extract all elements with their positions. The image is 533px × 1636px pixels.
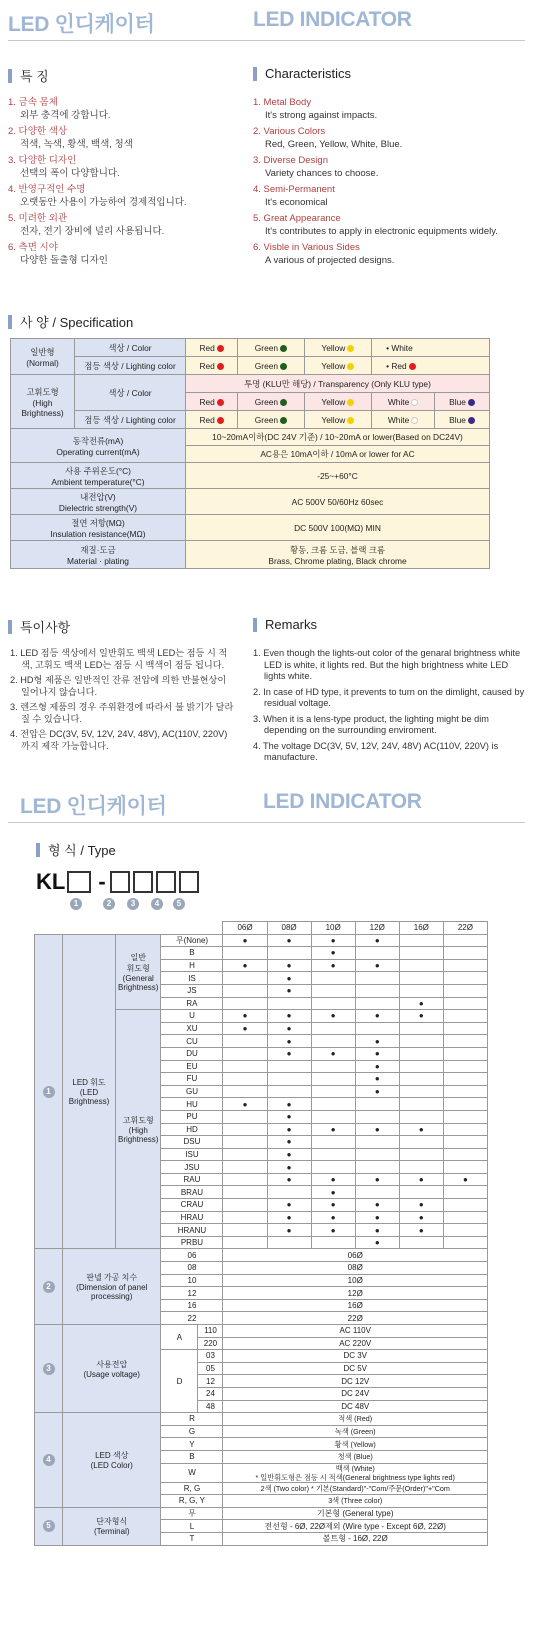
availability-dot [355,947,399,960]
code-cell: JSU [161,1161,223,1174]
feature-heading: 2. Various Colors [253,126,326,137]
feature-heading: 3. 다양한 디자인 [8,155,77,166]
feature-item [8,96,248,122]
availability-dot [311,1035,355,1048]
feature-item [8,241,248,267]
title-ko-2: LED 인디케이터 [20,795,167,818]
code-cell: RAU [161,1173,223,1186]
availability-dot [223,1035,267,1048]
availability-dot: ● [399,1173,443,1186]
code-cell: HRANU [161,1224,223,1237]
size-header: 22Ø [443,922,487,935]
feature-item [253,154,528,180]
availability-dot [223,1224,267,1237]
availability-dot [399,947,443,960]
availability-dot: ● [355,1085,399,1098]
availability-dot [267,1186,311,1199]
availability-dot: ● [267,1173,311,1186]
availability-dot: ● [311,959,355,972]
availability-dot [443,1199,487,1212]
availability-dot: ● [355,934,399,947]
availability-dot [443,1060,487,1073]
availability-dot: ● [355,1224,399,1237]
availability-dot [311,984,355,997]
remark-item: 2. In case of HD type, it prevents to turn on the dimlight, caused by residual voltage. [253,686,525,708]
availability-dot: ● [267,959,311,972]
code-cell: FU [161,1073,223,1086]
code-cell: HRAU [161,1211,223,1224]
availability-dot [443,1098,487,1111]
feature-desc: It's economical [265,197,328,208]
section-number: 4 [35,1413,63,1508]
availability-dot: ● [355,1236,399,1249]
feature-desc: A various of projected designs. [265,255,395,266]
availability-dot: ● [355,1073,399,1086]
availability-dot [223,1173,267,1186]
availability-dot [311,1110,355,1123]
remark-item: 4. The voltage DC(3V, 5V, 12V, 24V, 48V) AC(110V, 220V) is manufacture. [253,740,499,762]
title-en: LED INDICATOR [253,8,412,31]
availability-dot [311,1161,355,1174]
feature-heading: 5. 미려한 외관 [8,213,68,224]
availability-dot [355,1022,399,1035]
remarks-en [253,648,525,768]
availability-dot [399,1073,443,1086]
availability-dot: ● [311,947,355,960]
remark-item: 3. 렌즈형 제품의 경우 주위환경에 따라서 불 밝기가 달라질 수 있습니다. [10,702,234,724]
availability-dot [399,1236,443,1249]
feature-item [253,241,528,267]
availability-dot: ● [311,1199,355,1212]
availability-dot: ● [355,1199,399,1212]
availability-dot: ● [267,1010,311,1023]
availability-dot [443,1110,487,1123]
size-header: 12Ø [355,922,399,935]
availability-dot [311,972,355,985]
type-code: KL - [36,869,202,895]
section-number: 2 [35,1249,63,1325]
feature-item [253,96,528,122]
availability-dot: ● [267,1148,311,1161]
general-label: 일반 휘도형 (General Brightness) [116,934,161,1010]
remarks-ko [10,648,235,756]
availability-dot [223,1060,267,1073]
code-cell: CU [161,1035,223,1048]
availability-dot [399,1148,443,1161]
type-table: 06Ø 08Ø 10Ø 12Ø 16Ø 22Ø 1 LED 휘도 (LED Brightness) 일반 휘도형 (General Brightness) 무(None) ● ● ● ● B ● H ● ● ● ● IS ● JS ● RA ● 고휘도형 (High Brightness) U ● ● ● ● ● XU ● ● CU ● ● DU ● ● ● EU ● FU ● GU ● HU ● ● PU ● HD ● ● ● ● DSU ● ISU ● JSU ● RAU ● ● ● ● ● BRAU ● CRAU ● ● ● ● HRAU ● ● ● ● HRANU ● ● ● ● PRBU ● 2 판넬 가공 치수 (Dimension of panel processing) 06 06Ø 08 08Ø 10 10Ø 12 12Ø 16 16Ø 22 22Ø 3 사용전압 (Usage voltage) A 110 AC 110V 220 AC 220V D 03 DC 3V 05 DC 5V 12 DC 12V 24 DC 24V 48 DC 48V 4 LED 색상 (LED Color) R 적색 (Red) G 녹색 (Green) Y 황색 (Yellow) B 청색 (Blue) W 백색 (White) * 일반휘도형은 점등 시 적색(General brightness type lights red) R, G 2색 (Two color) * 기본(Standard)"-"Com/주문(Order)"+"Com R, G, Y 3색 (Three color) 5 단자형식 (Terminal) 무 기본형 (General type) L 전선형 - 6Ø, 22Ø제외 (Wire type - Except 6Ø, 22Ø) T 볼트형 - 16Ø, 22Ø [34,921,488,1546]
availability-dot: ● [355,959,399,972]
availability-dot: ● [355,1010,399,1023]
availability-dot: ● [267,1199,311,1212]
availability-dot [399,934,443,947]
availability-dot [443,1010,487,1023]
availability-dot [443,1224,487,1237]
availability-dot [223,1047,267,1060]
availability-dot [399,1060,443,1073]
availability-dot: ● [311,1211,355,1224]
availability-dot [223,1211,267,1224]
led-brightness-label: LED 휘도 (LED Brightness) [63,934,116,1249]
availability-dot: ● [399,1123,443,1136]
availability-dot: ● [267,1224,311,1237]
features-ko-list [8,96,248,270]
code-cell: DU [161,1047,223,1060]
availability-dot [355,972,399,985]
feature-heading: 2. 다양한 색상 [8,126,68,137]
availability-dot [223,1148,267,1161]
availability-dot: ● [267,1098,311,1111]
availability-dot [267,947,311,960]
spec-normal: 일반형 (Normal) [11,339,75,375]
code-cell: EU [161,1060,223,1073]
availability-dot [311,1060,355,1073]
spec-high: 고휘도형 (High Brightness) [11,375,75,429]
code-cell: H [161,959,223,972]
feature-heading: 6. 측면 시야 [8,242,58,253]
feature-heading: 1. Metal Body [253,97,312,108]
availability-dot [267,1073,311,1086]
code-cell: HD [161,1123,223,1136]
feature-item [8,212,248,238]
availability-dot: ● [267,1022,311,1035]
availability-dot [355,1136,399,1149]
availability-dot: ● [267,934,311,947]
availability-dot [443,934,487,947]
code-cell: BRAU [161,1186,223,1199]
spec-heading: 사 양 / Specification [8,312,133,331]
availability-dot [399,1047,443,1060]
availability-dot: ● [267,1110,311,1123]
remark-item: 2. HD형 제품은 일반적인 잔류 전압에 의한 반불현상이 일어나지 않습니다. [10,675,227,697]
availability-dot: ● [311,1047,355,1060]
code-cell: DSU [161,1136,223,1149]
availability-dot: ● [311,1123,355,1136]
availability-dot [399,1085,443,1098]
availability-dot: ● [267,984,311,997]
feature-item [253,125,528,151]
availability-dot [443,959,487,972]
availability-dot: ● [223,1022,267,1035]
availability-dot: ● [267,972,311,985]
availability-dot [443,1035,487,1048]
availability-dot: ● [355,1060,399,1073]
feature-heading: 6. Visble in Various Sides [253,242,360,253]
availability-dot [399,972,443,985]
feature-desc: 오랫동안 사용이 가능하여 경제적입니다. [20,197,187,208]
title-ko: LED 인디케이터 [8,13,155,36]
availability-dot: ● [311,1010,355,1023]
availability-dot [355,984,399,997]
remark-item: 4. 전압은 DC(3V, 5V, 12V, 24V, 48V), AC(110V, 220V)까지 제작 가능합니다. [10,729,228,751]
code-cell: HU [161,1098,223,1111]
availability-dot: ● [267,1136,311,1149]
feature-desc: It's contributes to apply in electronic equipments widely. [265,226,498,237]
availability-dot: ● [399,1010,443,1023]
code-cell: B [161,947,223,960]
feature-heading: 3. Diverse Design [253,155,328,166]
availability-dot [311,1022,355,1035]
code-cell: GU [161,1085,223,1098]
availability-dot [311,1098,355,1111]
availability-dot [443,1186,487,1199]
code-cell: PU [161,1110,223,1123]
availability-dot [399,1161,443,1174]
availability-dot: ● [223,1098,267,1111]
feature-item [253,183,528,209]
code-cell: XU [161,1022,223,1035]
availability-dot [399,1110,443,1123]
availability-dot [355,1148,399,1161]
availability-dot [443,1047,487,1060]
availability-dot: ● [223,959,267,972]
availability-dot [355,997,399,1010]
remarks-ko-heading: 특이사항 [8,617,70,636]
availability-dot [223,1085,267,1098]
remarks-en-heading: Remarks [253,617,317,632]
section-number: 5 [35,1507,63,1545]
feature-heading: 1. 금속 몸체 [8,97,58,108]
title-en-2: LED INDICATOR [263,790,422,813]
availability-dot [443,997,487,1010]
availability-dot [223,1073,267,1086]
feature-desc: Red, Green, Yellow, White, Blue. [265,139,403,150]
availability-dot: ● [311,1173,355,1186]
availability-dot [223,1136,267,1149]
availability-dot: ● [399,1211,443,1224]
code-cell: JS [161,984,223,997]
availability-dot [399,1035,443,1048]
code-cell: ISU [161,1148,223,1161]
features-en-list [253,96,528,270]
availability-dot: ● [355,1047,399,1060]
availability-dot: ● [267,1161,311,1174]
feature-item [8,183,248,209]
feature-desc: 선택의 폭이 다양합니다. [20,168,120,179]
size-header: 16Ø [399,922,443,935]
availability-dot [443,1085,487,1098]
features-ko-heading: 특 징 [8,66,49,85]
code-cell: PRBU [161,1236,223,1249]
availability-dot [443,1073,487,1086]
feature-desc: 전자, 전기 장비에 널리 사용됩니다. [20,226,165,237]
availability-dot [267,997,311,1010]
feature-item [8,154,248,180]
availability-dot: ● [311,934,355,947]
code-cell: CRAU [161,1199,223,1212]
availability-dot [223,1123,267,1136]
availability-dot: ● [267,1123,311,1136]
availability-dot [443,947,487,960]
availability-dot: ● [267,1211,311,1224]
availability-dot [223,1161,267,1174]
availability-dot [223,947,267,960]
availability-dot [355,1161,399,1174]
code-cell: U [161,1010,223,1023]
availability-dot [399,1022,443,1035]
feature-item [8,125,248,151]
code-cell: IS [161,972,223,985]
size-header: 10Ø [311,922,355,935]
availability-dot [443,1148,487,1161]
availability-dot: ● [311,1186,355,1199]
availability-dot [355,1098,399,1111]
feature-item [253,212,528,238]
availability-dot [267,1085,311,1098]
availability-dot [399,984,443,997]
code-cell: 무(None) [161,934,223,947]
availability-dot [443,1161,487,1174]
availability-dot [443,1022,487,1035]
remark-item: 1. Even though the lights-out color of the genaral brightness white LED is white, it lights red. But the high brightness white LED lights white. [253,648,521,681]
availability-dot: ● [443,1173,487,1186]
availability-dot [311,1073,355,1086]
availability-dot [223,972,267,985]
availability-dot: ● [355,1123,399,1136]
availability-dot [443,984,487,997]
availability-dot [223,1186,267,1199]
availability-dot [223,997,267,1010]
availability-dot: ● [399,997,443,1010]
feature-desc: 적색, 녹색, 황색, 백색, 청색 [20,139,133,150]
feature-desc: It's strong against impacts. [265,110,378,121]
availability-dot [355,1186,399,1199]
availability-dot [311,997,355,1010]
availability-dot [443,972,487,985]
type-heading: 형 식 / Type [36,840,116,859]
feature-desc: 외부 충격에 강합니다. [20,110,111,121]
availability-dot: ● [399,1224,443,1237]
features-en-heading: Characteristics [253,66,351,81]
remark-item: 3. When it is a lens-type product, the lighting might be dim depending on the surrounding enviroment. [253,713,489,735]
availability-dot [443,1211,487,1224]
availability-dot [223,1236,267,1249]
availability-dot [223,1199,267,1212]
availability-dot: ● [355,1211,399,1224]
section-number: 3 [35,1325,63,1413]
feature-desc: Variety chances to choose. [265,168,379,179]
availability-dot: ● [355,1035,399,1048]
availability-dot: ● [355,1173,399,1186]
feature-heading: 4. Semi-Permanent [253,184,335,195]
availability-dot [399,1186,443,1199]
section-number: 1 [35,934,63,1249]
spec-table: 일반형 (Normal) 색상 / Color Red Green Yellow • White 점등 색상 / Lighting color Red Green Yellow • Red 고휘도형 (High Brightness) 색상 / Color 투명 (KLU만 해당) / Transparency (Only KLU type) Red Green Yellow White Blue 점등 색상 / Lighting color Red Green Yellow White Blue 동작전류(mA) Operating current(mA) 10~20mA이하(DC 24V 기준) / 10~20mA or lower(Based on DC24V) AC용은 10mA이하 / 10mA or lower for AC 사용 주위온도(°C) Ambient temperature(°C) -25~+60°C 내전압(V) Dielectric strength(V) AC 500V 50/60Hz 60sec 절연 저항(MΩ) Insulation resistance(MΩ) DC 500V 100(MΩ) MIN 재질·도금 Material · plating 황동, 크롬 도금, 블랙 크롬 Brass, Chrome plating, Black chrome [10,338,490,569]
availability-dot [399,1098,443,1111]
availability-dot: ● [267,1035,311,1048]
size-header: 06Ø [223,922,267,935]
availability-dot [267,1236,311,1249]
availability-dot [399,959,443,972]
availability-dot: ● [223,1010,267,1023]
availability-dot [443,1123,487,1136]
code-cell: RA [161,997,223,1010]
availability-dot: ● [223,934,267,947]
availability-dot [399,1136,443,1149]
availability-dot [355,1110,399,1123]
availability-dot: ● [399,1199,443,1212]
availability-dot [311,1148,355,1161]
availability-dot [223,1110,267,1123]
availability-dot [223,984,267,997]
feature-heading: 5. Great Appearance [253,213,341,224]
table-row [35,934,488,947]
availability-dot [311,1136,355,1149]
availability-dot [443,1236,487,1249]
high-label: 고휘도형 (High Brightness) [116,1010,161,1249]
size-header: 08Ø [267,922,311,935]
feature-desc: 다양한 돌출형 디자인 [20,255,108,266]
availability-dot [267,1060,311,1073]
remark-item: 1. LED 점등 색상에서 일반휘도 백색 LED는 점등 시 적색, 고휘도 백색 LED는 점등 시 백색이 점등 됩니다. [10,648,228,670]
availability-dot [311,1236,355,1249]
feature-heading: 4. 반영구적인 수명 [8,184,86,195]
availability-dot [443,1136,487,1149]
availability-dot [311,1085,355,1098]
availability-dot: ● [311,1224,355,1237]
availability-dot: ● [267,1047,311,1060]
